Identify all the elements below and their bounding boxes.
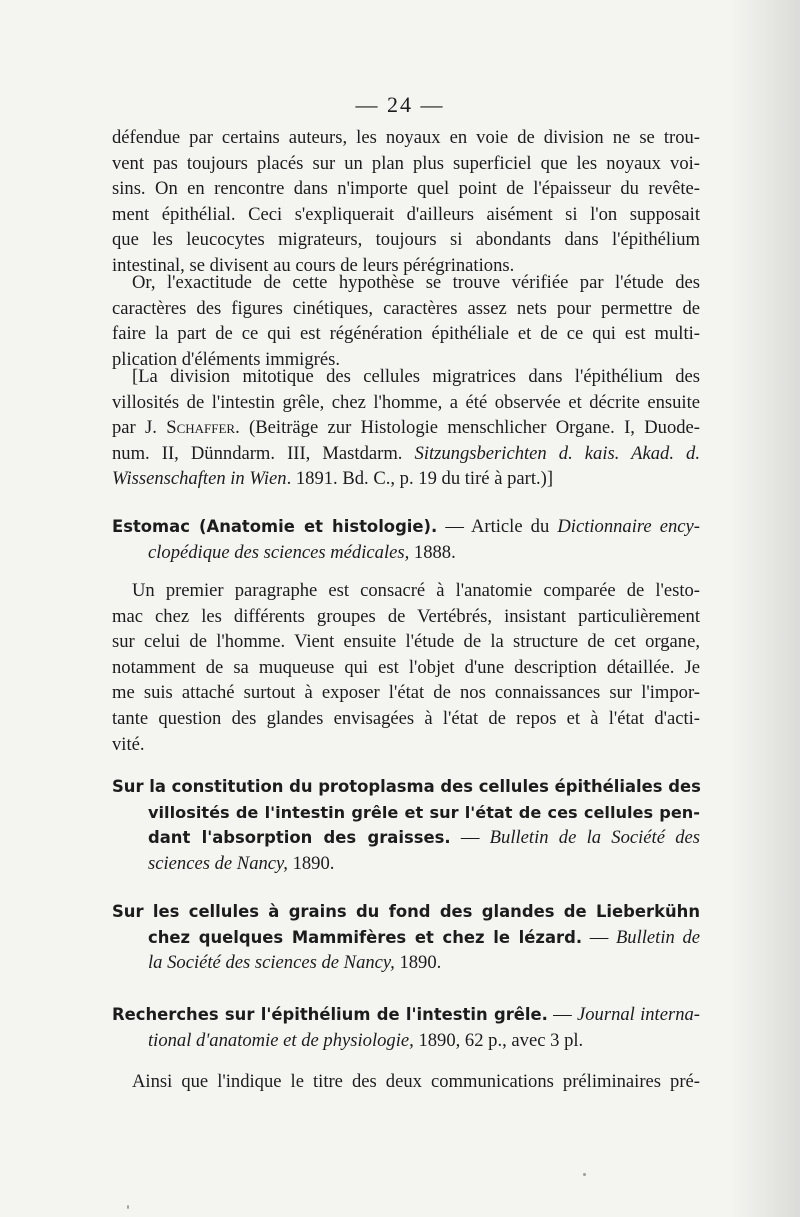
text-line: Un premier paragraphe est consacré à l'anatomie comparée de l'esto-	[132, 580, 700, 601]
publication-title: sciences de Nancy,	[148, 852, 288, 874]
text-line: faire la part de ce qui est régénération épithéliale et de ce qui est multi-	[112, 323, 700, 345]
text-line: défendue par certains auteurs, les noyaux en voie de division ne se trou-	[112, 127, 700, 148]
bracketed-note	[112, 364, 700, 492]
text-line: notamment de sa muqueuse qui est l'objet d'une description détaillée. Je	[112, 656, 700, 678]
text-line: vent pas toujours placés sur un plan plus superficiel que les noyaux voi-	[112, 152, 700, 174]
entry-title: chez quelques Mammifères et chez le lézard.	[148, 927, 583, 947]
text-line: Or, l'exactitude de cette hypothèse se trouve vérifiée par l'étude des	[132, 272, 700, 293]
text-line: que les leucocytes migrateurs, toujours si abondants dans l'épithélium	[112, 229, 700, 251]
text-line: mac chez les différents groupes de Vertébrés, insistant particulièrement	[112, 605, 700, 627]
bibliography-entry-grains	[112, 899, 700, 976]
paragraph-ainsi	[112, 1069, 700, 1095]
text-line	[112, 540, 700, 566]
paper-speck	[127, 1205, 129, 1209]
text-run: —	[582, 926, 616, 948]
text-line	[112, 441, 700, 467]
paragraph-or	[112, 270, 700, 372]
bibliography-entry-constitution	[112, 774, 700, 876]
publication-title: tional d'anatomie et de physiologie,	[148, 1029, 414, 1051]
text-line: plication d'éléments immigrés.	[112, 348, 340, 370]
entry-title: Sur les cellules à grains du fond des glandes de Lieberkühn	[112, 902, 700, 921]
text-run: 1890.	[394, 952, 442, 974]
publication-title: Bulletin de la Société des	[489, 827, 701, 849]
text-line: villosités de l'intestin grêle, chez l'homme, a été observée et décrite ensuite	[112, 391, 700, 413]
publication-title: Journal interna-	[576, 1004, 700, 1025]
text-line	[112, 825, 700, 851]
text-line	[112, 466, 700, 492]
entry-title: Estomac (Anatomie et histologie).	[112, 517, 438, 536]
text-run: 1890, 62 p., avec 3 pl.	[413, 1029, 584, 1051]
text-line: ment épithélial. Ceci s'expliquerait d'ailleurs aisément si l'on supposait	[112, 203, 700, 225]
journal-title: Wissenschaften in Wien	[112, 468, 287, 490]
text-line: vité.	[112, 733, 145, 755]
page-edge-shadow	[730, 0, 800, 1217]
paragraph-continuation	[112, 125, 700, 279]
publication-title: la Société des sciences de Nancy,	[148, 952, 395, 974]
entry-title: dant l'absorption des graisses.	[148, 828, 451, 848]
text-line: [La division mitotique des cellules migratrices dans l'épithélium des	[132, 366, 700, 387]
text-line	[112, 514, 700, 540]
page-number: — 24 —	[355, 92, 445, 117]
text-run: 1890.	[287, 852, 335, 874]
text-line: sur celui de l'homme. Vient ensuite l'étude de la structure de cet organe,	[112, 631, 700, 653]
author-name: Schaffer	[166, 417, 236, 439]
bibliography-entry-recherches	[112, 1002, 700, 1053]
text-run: — Article du	[437, 516, 558, 537]
text-line	[112, 851, 700, 877]
text-run: par J.	[112, 417, 167, 439]
text-line: Ainsi que l'indique le titre des deux communications préliminaires pré-	[132, 1071, 700, 1092]
text-line	[112, 925, 700, 951]
paper-speck	[583, 1173, 586, 1176]
text-line: caractères des figures cinétiques, caractères assez nets pour permettre de	[112, 297, 700, 319]
text-line: me suis attaché surtout à exposer l'état de nos connaissances sur l'impor-	[112, 682, 700, 704]
publication-title: Bulletin de	[615, 926, 700, 948]
text-run: —	[547, 1004, 577, 1025]
text-line	[112, 1028, 700, 1054]
bibliography-entry-estomac	[112, 514, 700, 565]
text-line: intestinal, se divisent au cours de leurs pérégrinations.	[112, 254, 515, 276]
publication-title: Dictionnaire ency-	[557, 516, 700, 537]
text-line	[112, 950, 700, 976]
text-run: —	[450, 827, 490, 849]
text-line: tante question des glandes envisagées à l'état de repos et à l'état d'acti-	[112, 707, 700, 729]
text-run: . 1891. Bd. C., p. 19 du tiré à part.)]	[286, 468, 554, 490]
entry-title: villosités de l'intestin grêle et sur l'état de ces cellules pen-	[148, 802, 700, 822]
text-run: 1888.	[409, 541, 456, 563]
entry-title: Sur la constitution du protoplasma des cellules épithéliales des	[112, 777, 701, 796]
text-line	[112, 1002, 700, 1028]
entry-title: Recherches sur l'épithélium de l'intestin grêle.	[112, 1005, 548, 1024]
text-run: . (Beiträge zur Histologie menschlicher Organe. I, Duode-	[235, 417, 700, 439]
paragraph-estomac-summary	[112, 578, 700, 757]
journal-title: Sitzungsberichten d. kais. Akad. d.	[414, 442, 700, 464]
text-run: num. II, Dünndarm. III, Mastdarm.	[112, 442, 415, 464]
text-line	[112, 415, 700, 441]
publication-title: clopédique des sciences médicales,	[148, 541, 410, 563]
text-line: sins. On en rencontre dans n'importe quel point de l'épaisseur du revête-	[112, 178, 700, 200]
